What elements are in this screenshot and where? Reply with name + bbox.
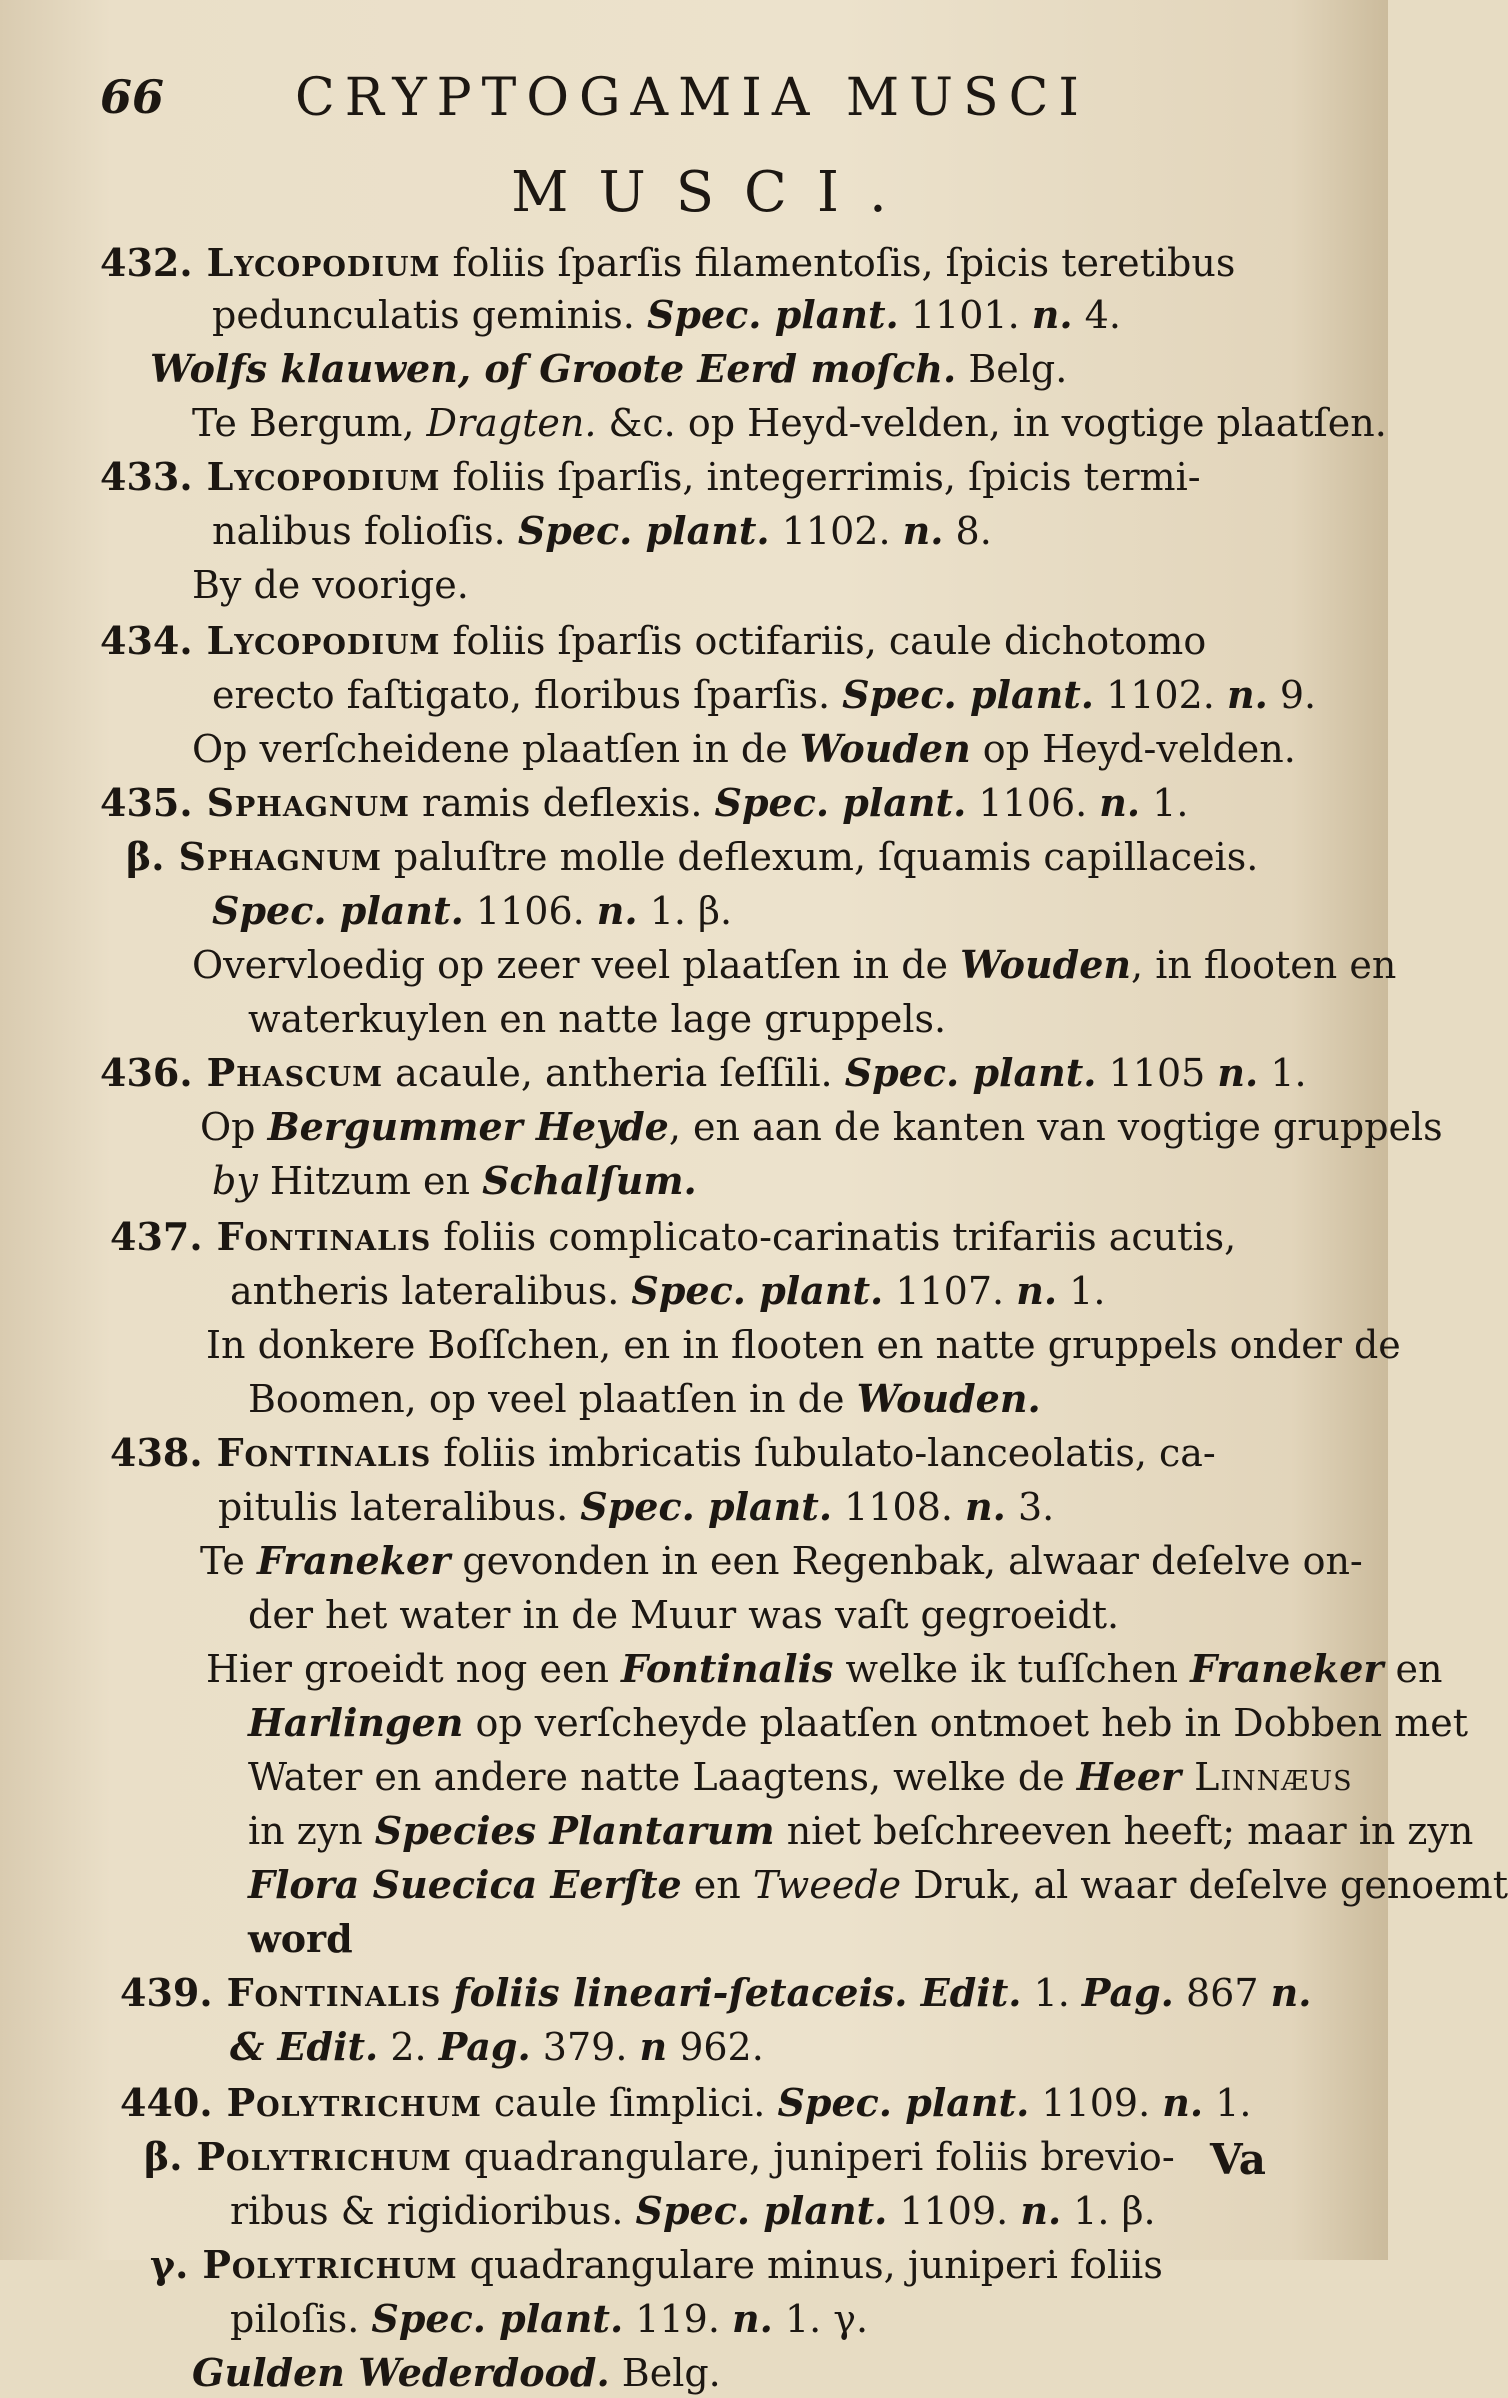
text-run: nalibus folioſis. xyxy=(212,509,518,553)
text-line xyxy=(230,2294,868,2344)
text-run: Te xyxy=(200,1539,257,1583)
text-line xyxy=(150,2240,1163,2290)
text-run: 3. xyxy=(1005,1485,1055,1529)
text-line xyxy=(200,1536,1363,1586)
text-run: Fontinalis xyxy=(226,1970,442,2015)
entry-number: β. xyxy=(126,834,165,879)
text-run: 1. xyxy=(1057,1269,1106,1313)
text-run: Fontinalis xyxy=(621,1646,834,1691)
text-run: foliis complicato-carinatis trifariis acutis, xyxy=(431,1215,1237,1259)
text-run: quadrangulare minus, juniperi foliis xyxy=(457,2243,1163,2287)
text-run: Spec. plant. xyxy=(631,1268,884,1313)
text-run: gevonden in een Regenbak, alwaar deſelve on- xyxy=(450,1539,1363,1583)
text-run: Franeker xyxy=(256,1538,451,1583)
text-run: n. xyxy=(596,888,638,933)
text-run: Op xyxy=(200,1105,268,1149)
text-line xyxy=(212,290,1121,340)
text-run: Spec. plant. xyxy=(842,672,1094,717)
text-run: Gulden Wederdood. xyxy=(192,2350,610,2395)
text-run: Belg. xyxy=(609,2351,721,2395)
text-line xyxy=(120,1968,1311,2018)
text-run: Hier groeidt nog een xyxy=(206,1647,621,1691)
text-run: Wouden xyxy=(799,726,971,771)
text-line xyxy=(230,1266,1105,1316)
text-run: Spec. plant. xyxy=(777,2080,1030,2125)
text-line xyxy=(248,1374,1041,1424)
text-run: 1109. xyxy=(1029,2081,1163,2125)
text-run: &c. op Heyd-velden, in vogtige plaatſen. xyxy=(596,401,1387,445)
text-line xyxy=(192,724,1296,774)
text-run: Druk, al waar deſelve genoemt xyxy=(901,1863,1508,1907)
text-run: 1. β. xyxy=(637,889,733,933)
text-run: Pag. xyxy=(438,2024,531,2069)
text-run: Spec. plant. xyxy=(580,1484,833,1529)
text-run: n xyxy=(639,2024,668,2069)
text-run: Overvloedig op zeer veel plaatſen in de xyxy=(192,943,961,987)
running-title: CRYPTOGAMIA MUSCI xyxy=(295,68,1089,128)
text-run: Fontinalis xyxy=(216,1214,432,1259)
text-line xyxy=(248,1752,1353,1802)
text-run: Spec. plant. xyxy=(844,1050,1097,1095)
text-line xyxy=(192,2348,721,2398)
text-run: 2. xyxy=(378,2025,439,2069)
text-run: 1. xyxy=(1203,2081,1252,2125)
text-run: 1108. xyxy=(832,1485,966,1529)
text-run: Te Bergum, xyxy=(192,401,427,445)
text-line xyxy=(212,886,732,936)
text-run: 119. xyxy=(623,2297,732,2341)
text-run: 379. xyxy=(530,2025,640,2069)
text-run: n. xyxy=(902,508,944,553)
text-run: n. xyxy=(1016,1268,1058,1313)
text-line xyxy=(248,1590,1119,1640)
text-line xyxy=(248,1806,1473,1856)
text-run: Dragten. xyxy=(426,401,597,445)
text-run: niet beſchreeven heeft; maar in zyn xyxy=(774,1809,1474,1853)
entry-number: 436. xyxy=(100,1050,193,1095)
text-run: foliis ſparſis octifariis, caule dichotomo xyxy=(440,619,1207,663)
text-run: Species Plantarum xyxy=(374,1808,775,1853)
text-line xyxy=(110,1428,1216,1478)
text-run: pedunculatis geminis. xyxy=(212,293,647,337)
text-line xyxy=(110,1212,1236,1262)
text-run: Water en andere natte Laagtens, welke de xyxy=(248,1755,1077,1799)
entry-number: 440. xyxy=(120,2080,213,2125)
text-run: by xyxy=(212,1159,258,1203)
text-line xyxy=(126,832,1258,882)
entry-number: 438. xyxy=(110,1430,203,1475)
text-line xyxy=(212,1156,697,1206)
text-run: 962. xyxy=(667,2025,764,2069)
entry-number: 434. xyxy=(100,618,193,663)
text-run: 1. γ. xyxy=(772,2297,869,2341)
text-run: welke ik tuſſchen xyxy=(833,1647,1191,1691)
text-run: 1106. xyxy=(463,889,597,933)
text-run: n. xyxy=(1099,780,1141,825)
text-run: acaule, antheria ſeſſili. xyxy=(383,1051,845,1095)
entry-number: 437. xyxy=(110,1214,203,1259)
text-run: Boomen, op veel plaatſen in de xyxy=(248,1377,857,1421)
catchword: Va xyxy=(1210,2135,1266,2184)
text-run: 1109. xyxy=(887,2189,1021,2233)
section-title: MUSCI. xyxy=(511,160,917,225)
text-line xyxy=(200,1102,1443,1152)
text-line xyxy=(248,1860,1508,1910)
text-run: Lycopodium xyxy=(206,240,441,285)
text-line xyxy=(230,2186,1156,2236)
text-run: 1. xyxy=(1140,781,1189,825)
text-run: 1. xyxy=(1021,1971,1082,2015)
text-run: quadrangulare, juniperi foliis brevio- xyxy=(451,2135,1175,2179)
text-run: n. xyxy=(1020,2188,1062,2233)
text-line xyxy=(218,1482,1054,1532)
text-run: Polytrichum xyxy=(226,2080,482,2125)
text-run: & Edit. xyxy=(230,2024,379,2069)
text-run: Hitzum en xyxy=(257,1159,483,1203)
text-run: Heer xyxy=(1076,1754,1182,1799)
text-run: n. xyxy=(1031,292,1073,337)
text-run: en xyxy=(681,1863,753,1907)
text-run: op Heyd-velden. xyxy=(970,727,1296,771)
text-run: n. xyxy=(965,1484,1006,1529)
text-run: Linnæus xyxy=(1181,1755,1353,1799)
text-run: erecto faſtigato, floribus ſparſis. xyxy=(212,673,843,717)
text-run: pitulis lateralibus. xyxy=(218,1485,581,1529)
text-run: Spec. plant. xyxy=(212,888,464,933)
text-run: foliis ſparſis filamentoſis, ſpicis teretibus xyxy=(440,241,1236,285)
text-run: n. xyxy=(1217,1050,1259,1095)
text-line xyxy=(206,1644,1443,1694)
text-run: ramis deflexis. xyxy=(409,781,715,825)
text-line xyxy=(150,344,1067,394)
text-run: in zyn xyxy=(248,1809,375,1853)
text-run: Tweede xyxy=(752,1863,902,1907)
text-run: 9. xyxy=(1267,673,1317,717)
text-run: Polytrichum xyxy=(202,2242,458,2287)
text-line xyxy=(120,2078,1251,2128)
text-run: Sphagnum xyxy=(206,780,410,825)
text-run: 1102. xyxy=(1093,673,1227,717)
text-run: Spec. plant. xyxy=(517,508,770,553)
text-run: Bergummer Heyde xyxy=(267,1104,669,1149)
page-header xyxy=(100,62,1240,142)
text-run: Spec. plant. xyxy=(646,292,899,337)
text-run: n. xyxy=(1162,2080,1204,2125)
text-run: 1102. xyxy=(769,509,903,553)
text-line xyxy=(248,994,946,1044)
text-run: 4. xyxy=(1072,293,1121,337)
entry-number: 432. xyxy=(100,240,193,285)
text-run: 1. xyxy=(1258,1051,1307,1095)
text-run: Fontinalis xyxy=(216,1430,432,1475)
text-line xyxy=(192,940,1396,990)
text-run: paluſtre molle deflexum, ſquamis capillaceis. xyxy=(381,835,1259,879)
text-run: Lycopodium xyxy=(206,618,441,663)
text-line xyxy=(206,1320,1401,1370)
text-run: Spec. plant. xyxy=(371,2296,624,2341)
text-run: 8. xyxy=(943,509,992,553)
text-line xyxy=(100,778,1188,828)
text-line xyxy=(100,452,1201,502)
text-run: op verſcheyde plaatſen ontmoet heb in Dobben met xyxy=(463,1701,1469,1745)
text-run: en xyxy=(1383,1647,1443,1691)
entry-number: β. xyxy=(144,2134,183,2179)
text-run: Polytrichum xyxy=(196,2134,452,2179)
text-line xyxy=(212,670,1316,720)
text-line xyxy=(212,506,992,556)
text-run: Sphagnum xyxy=(178,834,382,879)
text-line xyxy=(100,1048,1307,1098)
text-line xyxy=(192,398,1387,448)
text-run: Belg. xyxy=(956,347,1068,391)
text-run: Pag. xyxy=(1081,1970,1174,2015)
text-run: , in flooten en xyxy=(1131,943,1397,987)
text-run: foliis lineari-ſetaceis. Edit. xyxy=(453,1970,1022,2015)
text-run: Wouden. xyxy=(856,1376,1041,1421)
text-run: 1107. xyxy=(883,1269,1017,1313)
entry-number: 435. xyxy=(100,780,193,825)
text-line xyxy=(100,616,1206,666)
text-run: By de voorige. xyxy=(192,563,469,607)
text-run: piloſis. xyxy=(230,2297,372,2341)
text-run: , en aan de kanten van vogtige gruppels xyxy=(668,1105,1443,1149)
entry-number: 433. xyxy=(100,454,193,499)
text-run: 1101. xyxy=(898,293,1032,337)
text-run: Harlingen xyxy=(248,1700,464,1745)
text-run: n. xyxy=(732,2296,773,2341)
text-run: Spec. plant. xyxy=(635,2188,888,2233)
text-run: Phascum xyxy=(206,1050,384,1095)
text-run: Schalſum. xyxy=(482,1158,697,1203)
text-run: n. xyxy=(1226,672,1268,717)
text-run: ribus & rigidioribus. xyxy=(230,2189,636,2233)
text-run: der het water in de Muur was vaſt gegroeidt. xyxy=(248,1593,1120,1637)
text-run: waterkuylen en natte lage gruppels. xyxy=(248,997,947,1041)
text-line xyxy=(248,1914,353,1964)
text-line xyxy=(192,560,469,610)
text-run: word xyxy=(248,1916,353,1961)
text-line xyxy=(144,2132,1175,2182)
text-run: caule ſimplici. xyxy=(481,2081,778,2125)
text-run: Wouden xyxy=(960,942,1132,987)
text-line xyxy=(248,1698,1468,1748)
text-run: n. xyxy=(1270,1970,1312,2015)
text-run: 1105 xyxy=(1096,1051,1218,1095)
text-run: Op verſcheidene plaatſen in de xyxy=(192,727,800,771)
page-number: 66 xyxy=(100,70,165,124)
text-run: Franeker xyxy=(1190,1646,1384,1691)
text-run: 867 xyxy=(1173,1971,1271,2015)
text-run: 1106. xyxy=(966,781,1100,825)
text-run: Wolfs klauwen, of Groote Eerd moſch. xyxy=(150,346,957,391)
text-run: 1. β. xyxy=(1061,2189,1156,2233)
text-run: Flora Suecica Eerſte xyxy=(248,1862,682,1907)
text-run xyxy=(441,1971,453,2015)
entry-number: 439. xyxy=(120,1970,213,2015)
text-run: foliis ſparſis, integerrimis, ſpicis termi- xyxy=(440,455,1201,499)
text-run: In donkere Boſſchen, en in flooten en natte gruppels onder de xyxy=(206,1323,1401,1367)
entry-number: γ. xyxy=(150,2242,189,2287)
text-run: antheris lateralibus. xyxy=(230,1269,632,1313)
text-line xyxy=(100,238,1235,288)
text-line xyxy=(230,2022,764,2072)
text-run: Spec. plant. xyxy=(714,780,967,825)
text-run: Lycopodium xyxy=(206,454,441,499)
text-run: foliis imbricatis ſubulato-lanceolatis, ca- xyxy=(431,1431,1216,1475)
